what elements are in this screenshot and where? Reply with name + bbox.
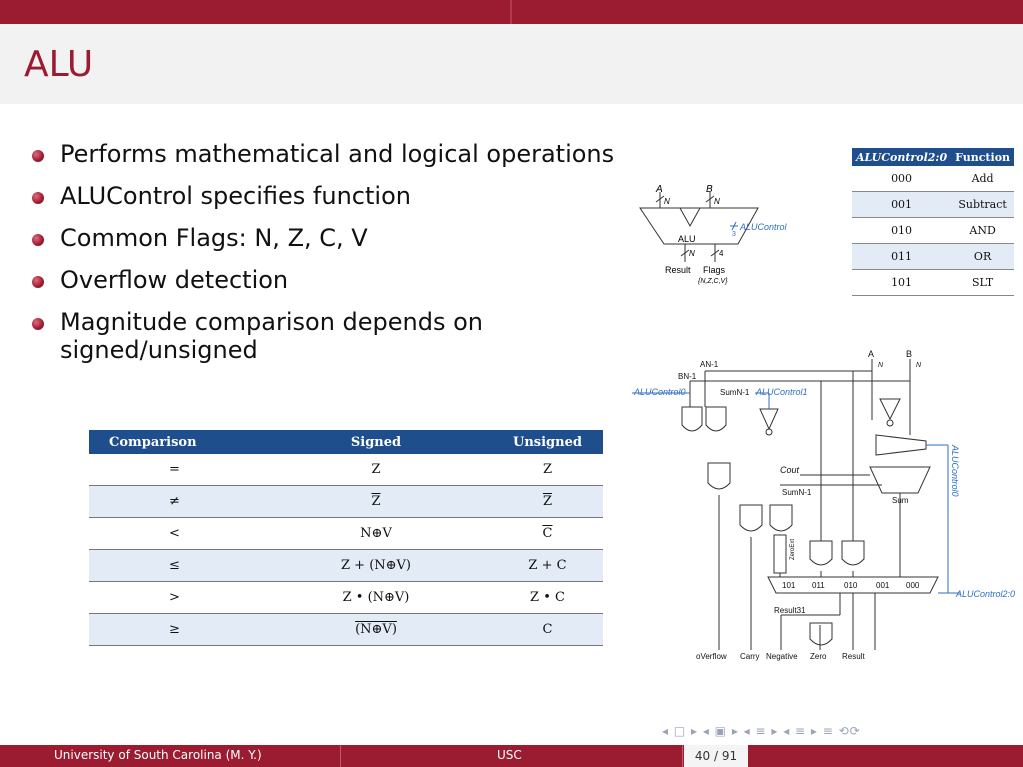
table-row <box>89 518 603 550</box>
bullet-icon <box>32 276 44 288</box>
table-row <box>852 192 1014 218</box>
alu-n-b: N <box>714 197 720 206</box>
table-cell: AND <box>951 218 1014 244</box>
beamer-navigation[interactable]: ◂ □ ▸ ◂ ▣ ▸ ◂ ≡ ▸ ◂ ≡ ▸ ≡ ⟲⟳ <box>662 724 861 738</box>
alu-n-result: N <box>689 249 695 258</box>
table-row <box>852 244 1014 270</box>
flag-negative: Negative <box>766 652 798 661</box>
table-row <box>89 582 603 614</box>
alu-n-a: N <box>664 197 670 206</box>
footer-short-title: USC <box>497 748 522 762</box>
footer-divider <box>340 745 341 767</box>
table-cell: $\overline{Z}$ <box>492 486 603 518</box>
table-cell: Z • C <box>492 582 603 614</box>
table-cell: = <box>89 454 260 486</box>
table-row <box>852 218 1014 244</box>
bullet-item <box>30 224 630 252</box>
schem-sum: Sum <box>892 496 909 505</box>
table-header-row <box>852 148 1014 166</box>
schem-aluc0: ALUControl0 <box>634 387 686 397</box>
table-header-row <box>89 430 603 454</box>
flag-overflow: oVerflow <box>696 652 727 661</box>
alu-a-label: A <box>656 184 663 195</box>
page-number: 40 / 91 <box>684 745 748 767</box>
table-cell: < <box>89 518 260 550</box>
bullet-item <box>30 266 630 294</box>
table-header-cell: Unsigned <box>492 430 603 454</box>
schem-an1: AN-1 <box>700 360 719 369</box>
footer-bar <box>0 745 1023 767</box>
table-header-cell: Signed <box>260 430 492 454</box>
top-bar-divider <box>510 0 512 24</box>
schem-sumn1: SumN-1 <box>782 488 812 497</box>
table-cell: N⊕V <box>260 518 492 550</box>
table-cell: 000 <box>852 166 951 192</box>
title-bar <box>0 24 1023 104</box>
alu-b-label: B <box>706 184 713 195</box>
alu-result-label: Result <box>665 265 691 275</box>
table-cell: Subtract <box>951 192 1014 218</box>
alu-flags-width: 4 <box>719 249 724 258</box>
table-cell: 001 <box>852 192 951 218</box>
table-cell: 101 <box>852 270 951 296</box>
mux-001: 001 <box>876 581 890 590</box>
bullet-icon <box>32 318 44 330</box>
schem-n-b: N <box>916 362 922 369</box>
schem-b: B <box>906 349 913 359</box>
schem-aluc0-side: ALUControl0 <box>950 445 960 497</box>
table-cell: Z <box>492 454 603 486</box>
alu-flags-list: {N,Z,C,V} <box>698 278 728 285</box>
mux-000: 000 <box>906 581 920 590</box>
table-header-cell: Comparison <box>89 430 260 454</box>
schem-result31: Result31 <box>774 606 806 615</box>
table-cell: $\overline{C}$ <box>492 518 603 550</box>
alu-control-label: ALUControl <box>740 222 787 232</box>
footer-institution: University of South Carolina (M. Y.) <box>54 748 262 762</box>
table-cell: ≥ <box>89 614 260 646</box>
flag-result: Result <box>842 652 865 661</box>
table-row <box>89 454 603 486</box>
schem-a: A <box>868 349 875 359</box>
alu-flags-label: Flags <box>703 265 726 275</box>
bullet-item <box>30 308 500 364</box>
table-cell: Z + (N⊕V) <box>260 550 492 582</box>
mux-101: 101 <box>782 581 796 590</box>
bullet-item <box>30 182 630 210</box>
schem-n-a: N <box>878 362 884 369</box>
schem-sumn1-top: SumN-1 <box>720 388 750 397</box>
table-cell: Add <box>951 166 1014 192</box>
table-header-cell: ALUControl2:0 <box>852 148 951 166</box>
table-row <box>89 550 603 582</box>
table-cell: C <box>492 614 603 646</box>
schem-aluc1: ALUControl1 <box>756 387 808 397</box>
slide-title: ALU <box>24 44 94 85</box>
table-cell: Z + C <box>492 550 603 582</box>
table-cell: Z <box>260 454 492 486</box>
bullet-item <box>30 140 630 168</box>
bullet-icon <box>32 192 44 204</box>
table-header-cell: Function <box>951 148 1014 166</box>
table-row <box>852 166 1014 192</box>
mux-011: 011 <box>812 581 825 590</box>
mux-010: 010 <box>844 581 858 590</box>
table-cell: Z • (N⊕V) <box>260 582 492 614</box>
table-cell: (N⊕V) <box>260 614 492 646</box>
top-bar <box>0 0 1023 24</box>
table-cell: OR <box>951 244 1014 270</box>
table-cell: 011 <box>852 244 951 270</box>
footer-divider <box>682 745 683 767</box>
alu-control-width: 3 <box>732 231 736 238</box>
alu-text: ALU <box>678 234 696 244</box>
alu-function-table <box>852 148 1014 296</box>
bullet-text: ALUControl specifies function <box>60 182 411 210</box>
flag-carry: Carry <box>740 652 760 661</box>
bullet-list <box>30 140 630 378</box>
schem-cout: Cout <box>780 465 800 475</box>
bullet-text: Overflow detection <box>60 266 289 294</box>
schem-zeroext: ZeroExt <box>790 538 796 560</box>
table-row <box>89 486 603 518</box>
table-cell: 010 <box>852 218 951 244</box>
alu-schematic <box>630 345 1020 665</box>
table-cell: ≤ <box>89 550 260 582</box>
table-cell: ≠ <box>89 486 260 518</box>
table-row <box>89 614 603 646</box>
flag-zero: Zero <box>810 652 827 661</box>
table-cell: SLT <box>951 270 1014 296</box>
bullet-text: Common Flags: N, Z, C, V <box>60 224 368 252</box>
schem-bn1: BN-1 <box>678 372 697 381</box>
table-cell: $\overline{Z}$ <box>260 486 492 518</box>
bullet-icon <box>32 234 44 246</box>
bullet-icon <box>32 150 44 162</box>
table-row <box>852 270 1014 296</box>
comparison-table <box>89 430 603 646</box>
table-cell: > <box>89 582 260 614</box>
alu-symbol-diagram <box>630 180 830 290</box>
schem-aluc20: ALUControl2:0 <box>956 589 1016 599</box>
bullet-text: Magnitude comparison depends on signed/unsigned <box>60 308 484 364</box>
bullet-text: Performs mathematical and logical operations <box>60 140 615 168</box>
